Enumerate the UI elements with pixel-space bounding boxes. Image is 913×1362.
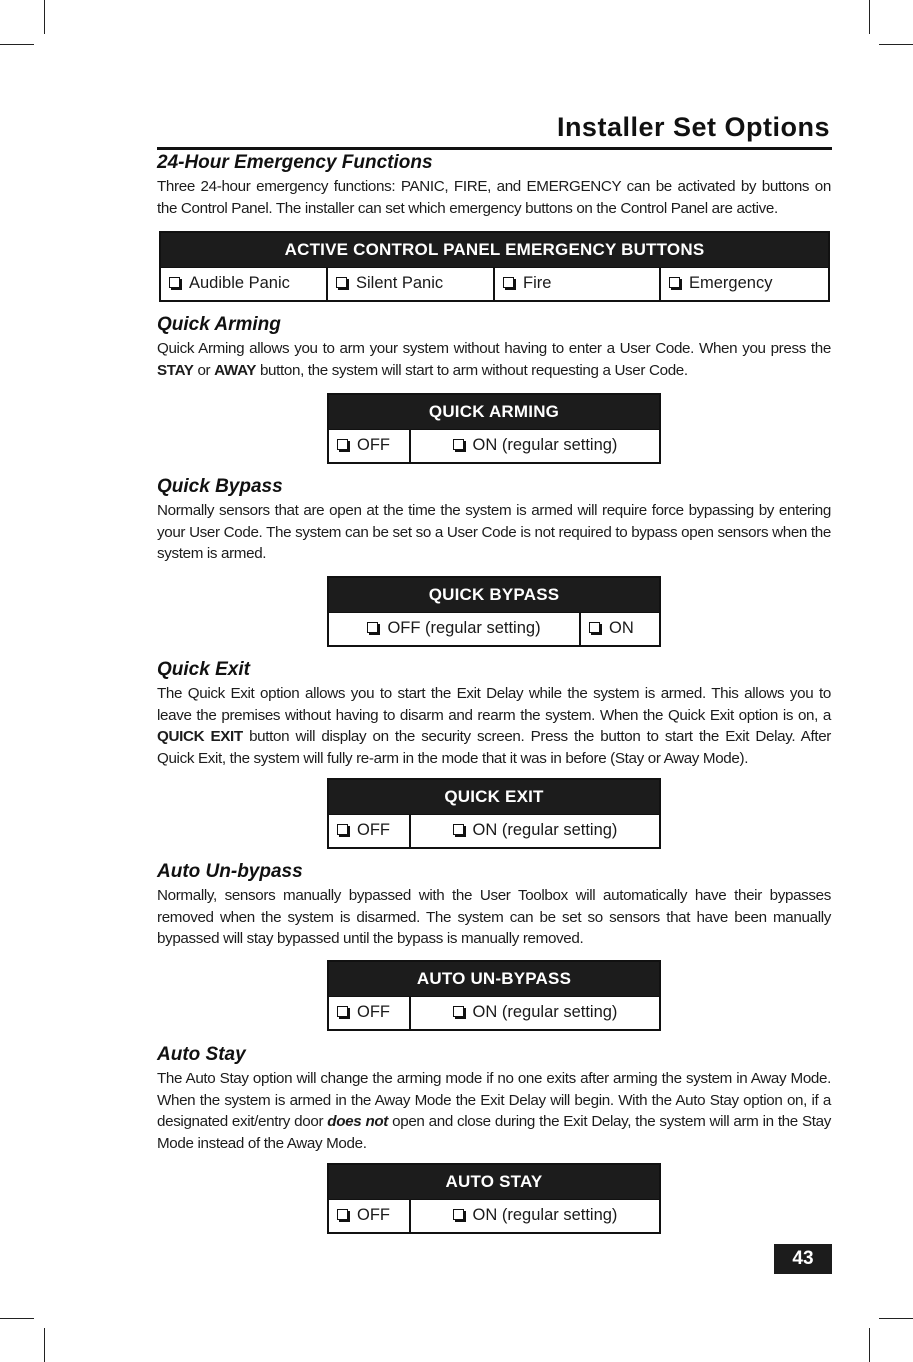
auto-stay-table — [327, 1163, 661, 1234]
quick-bypass-table — [327, 576, 661, 647]
checkbox-icon[interactable] — [589, 622, 600, 633]
crop-mark — [0, 44, 34, 45]
checkbox-icon[interactable] — [453, 824, 464, 835]
option-audible-panic[interactable]: Audible Panic — [161, 268, 328, 300]
header-rule — [157, 147, 832, 150]
checkbox-icon[interactable] — [337, 439, 348, 450]
checkbox-icon[interactable] — [669, 277, 680, 288]
crop-mark — [44, 0, 45, 34]
section-title-emergency: 24-Hour Emergency Functions — [157, 152, 433, 173]
quick-arming-table — [327, 393, 661, 464]
section-body-quick-bypass: Normally sensors that are open at the time the system is armed will require force bypassing by entering your User Code. The system can be set so a User Code is not required to bypass open sensors when the system is armed. — [157, 502, 831, 562]
option-on[interactable]: ON (regular setting) — [411, 1200, 659, 1232]
checkbox-icon[interactable] — [337, 1006, 348, 1017]
checkbox-icon[interactable] — [336, 277, 347, 288]
checkbox-icon[interactable] — [453, 439, 464, 450]
auto-unbypass-table — [327, 960, 661, 1031]
option-off[interactable]: OFF — [329, 997, 411, 1029]
checkbox-icon[interactable] — [367, 622, 378, 633]
section-body-auto-unbypass: Normally, sensors manually bypassed with the User Toolbox will automatically have their bypasses removed when the system is disarmed. The system can be set so sensors that have been manually bypassed will stay bypassed until the bypass is manually removed. — [157, 887, 831, 947]
option-on[interactable]: ON (regular setting) — [411, 815, 659, 847]
table-header: QUICK EXIT — [329, 780, 659, 814]
table-header: QUICK BYPASS — [329, 578, 659, 612]
crop-mark — [869, 1328, 870, 1362]
section-title-auto-unbypass: Auto Un-bypass — [157, 861, 303, 882]
table-header: AUTO STAY — [329, 1165, 659, 1199]
crop-mark — [869, 0, 870, 34]
section-title-auto-stay: Auto Stay — [157, 1044, 246, 1065]
option-off[interactable]: OFF (regular setting) — [329, 613, 581, 645]
option-off[interactable]: OFF — [329, 815, 411, 847]
table-header: ACTIVE CONTROL PANEL EMERGENCY BUTTONS — [161, 233, 828, 267]
section-title-quick-exit: Quick Exit — [157, 659, 250, 680]
crop-mark — [879, 1318, 913, 1319]
option-on[interactable]: ON (regular setting) — [411, 430, 659, 462]
emergency-buttons-table — [159, 231, 830, 302]
crop-mark — [44, 1328, 45, 1362]
section-title-quick-bypass: Quick Bypass — [157, 476, 283, 497]
table-header: QUICK ARMING — [329, 395, 659, 429]
checkbox-icon[interactable] — [453, 1006, 464, 1017]
section-title-quick-arming: Quick Arming — [157, 314, 281, 335]
section-body-auto-stay: The Auto Stay option will change the arming mode if no one exits after arming the system in Away Mode. When the system is armed in the Away Mode the Exit Delay will begin. With the Auto Stay option on, if a designated exit/entry door does not open and close during the Exit Delay, the system will arm in the Stay Mode instead of the Away Mode. — [157, 1070, 831, 1152]
option-emergency[interactable]: Emergency — [661, 268, 828, 300]
checkbox-icon[interactable] — [453, 1209, 464, 1220]
checkbox-icon[interactable] — [337, 824, 348, 835]
page-title: Installer Set Options — [556, 112, 830, 142]
checkbox-icon[interactable] — [503, 277, 514, 288]
option-off[interactable]: OFF — [329, 1200, 411, 1232]
checkbox-icon[interactable] — [337, 1209, 348, 1220]
option-on[interactable]: ON (regular setting) — [411, 997, 659, 1029]
option-on[interactable]: ON — [581, 613, 659, 645]
table-header: AUTO UN-BYPASS — [329, 962, 659, 996]
option-off[interactable]: OFF — [329, 430, 411, 462]
quick-exit-table — [327, 778, 661, 849]
section-body-quick-arming: Quick Arming allows you to arm your system without having to enter a User Code. When you press the STAY or AWAY button, the system will start to arm without requesting a User Code. — [157, 340, 831, 379]
section-body-emergency: Three 24-hour emergency functions: PANIC, FIRE, and EMERGENCY can be activated by buttons on the Control Panel. The installer can set which emergency buttons on the Control Panel are active. — [157, 178, 831, 217]
option-fire[interactable]: Fire — [495, 268, 661, 300]
option-silent-panic[interactable]: Silent Panic — [328, 268, 495, 300]
crop-mark — [0, 1318, 34, 1319]
page-number: 43 — [774, 1244, 832, 1274]
checkbox-icon[interactable] — [169, 277, 180, 288]
crop-mark — [879, 44, 913, 45]
section-body-quick-exit: The Quick Exit option allows you to start the Exit Delay while the system is armed. This allows you to leave the premises without having to disarm and rearm the system. When the Quick Exit option is on, a QUICK EXIT button will display on the security screen. Press the button to start the Exit Delay. After Quick Exit, the system will fully re-arm in the mode that it was in before (Stay or Away Mode). — [157, 685, 831, 767]
